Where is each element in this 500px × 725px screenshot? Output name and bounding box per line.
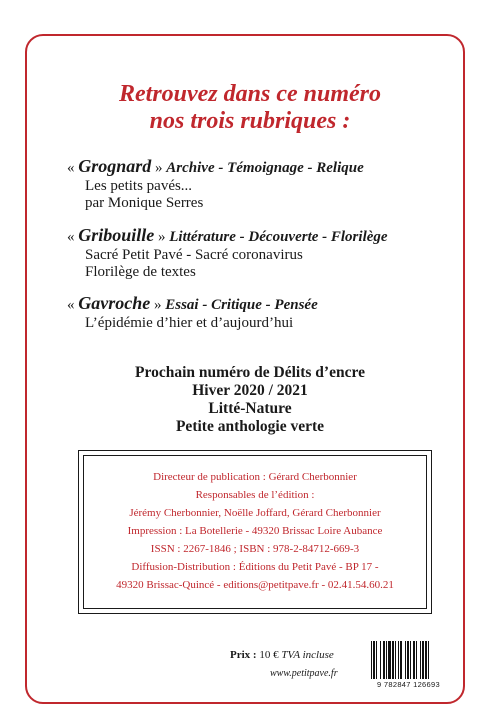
credit-line: 49320 Brissac-Quincé - editions@petitpave.fr - 02.41.54.60.21 — [116, 579, 394, 591]
rubric-subtitle: Essai - Critique - Pensée — [165, 297, 318, 313]
website: www.petitpave.fr — [270, 668, 338, 679]
next-issue-line-1: Prochain numéro de Délits d’encre — [135, 364, 365, 381]
rubric-gavroche-heading: « Gavroche » Essai - Critique - Pensée — [67, 293, 318, 313]
barcode — [367, 635, 450, 690]
credit-line: Directeur de publication : Gérard Cherbonnier — [153, 471, 357, 483]
credit-line: Responsables de l’édition : — [195, 489, 315, 501]
barcode-bars — [371, 641, 446, 679]
rubric-subtitle: Archive - Témoignage - Relique — [166, 160, 364, 176]
rubric-grognard-heading: « Grognard » Archive - Témoignage - Relique — [67, 156, 364, 176]
price-label: Prix : — [230, 649, 257, 661]
barcode-number: 9 782847 126693 — [377, 680, 440, 689]
credit-line: Diffusion-Distribution : Éditions du Petit Pavé - BP 17 - — [131, 561, 379, 573]
credit-line: ISSN : 2267-1846 ; ISBN : 978-2-84712-669-3 — [150, 543, 360, 555]
price-tax: TVA incluse — [281, 649, 334, 661]
next-issue-season: Hiver 2020 / 2021 — [192, 382, 308, 399]
rubric-name: Gribouille — [78, 225, 155, 245]
price — [230, 649, 334, 661]
rubric-item: Les petits pavés... — [85, 178, 193, 194]
rubric-item: Florilège de textes — [85, 264, 196, 280]
price-value: 10 € — [259, 649, 279, 661]
rubric-gribouille-heading: « Gribouille » Littérature - Découverte - Florilège — [67, 225, 388, 245]
next-issue-theme: Litté-Nature — [208, 400, 292, 417]
credits-box — [78, 450, 432, 614]
next-issue-subtitle: Petite anthologie verte — [175, 418, 325, 435]
credit-line: Impression : La Botellerie - 49320 Brissac Loire Aubance — [127, 525, 383, 537]
rubric-item: par Monique Serres — [85, 195, 204, 211]
rubric-name: Grognard — [78, 156, 152, 176]
credits-inner-border — [83, 455, 427, 609]
credit-line: Jérémy Cherbonnier, Noëlle Joffard, Gérard Cherbonnier — [129, 507, 381, 519]
rubric-item: L’épidémie d’hier et d’aujourd’hui — [85, 315, 294, 331]
rubric-name: Gavroche — [78, 293, 151, 313]
headline-line-2: nos trois rubriques : — [149, 108, 351, 134]
rubric-subtitle: Littérature - Découverte - Florilège — [169, 229, 388, 245]
headline-line-1: Retrouvez dans ce numéro — [118, 81, 381, 107]
rubric-item: Sacré Petit Pavé - Sacré coronavirus — [85, 247, 303, 263]
